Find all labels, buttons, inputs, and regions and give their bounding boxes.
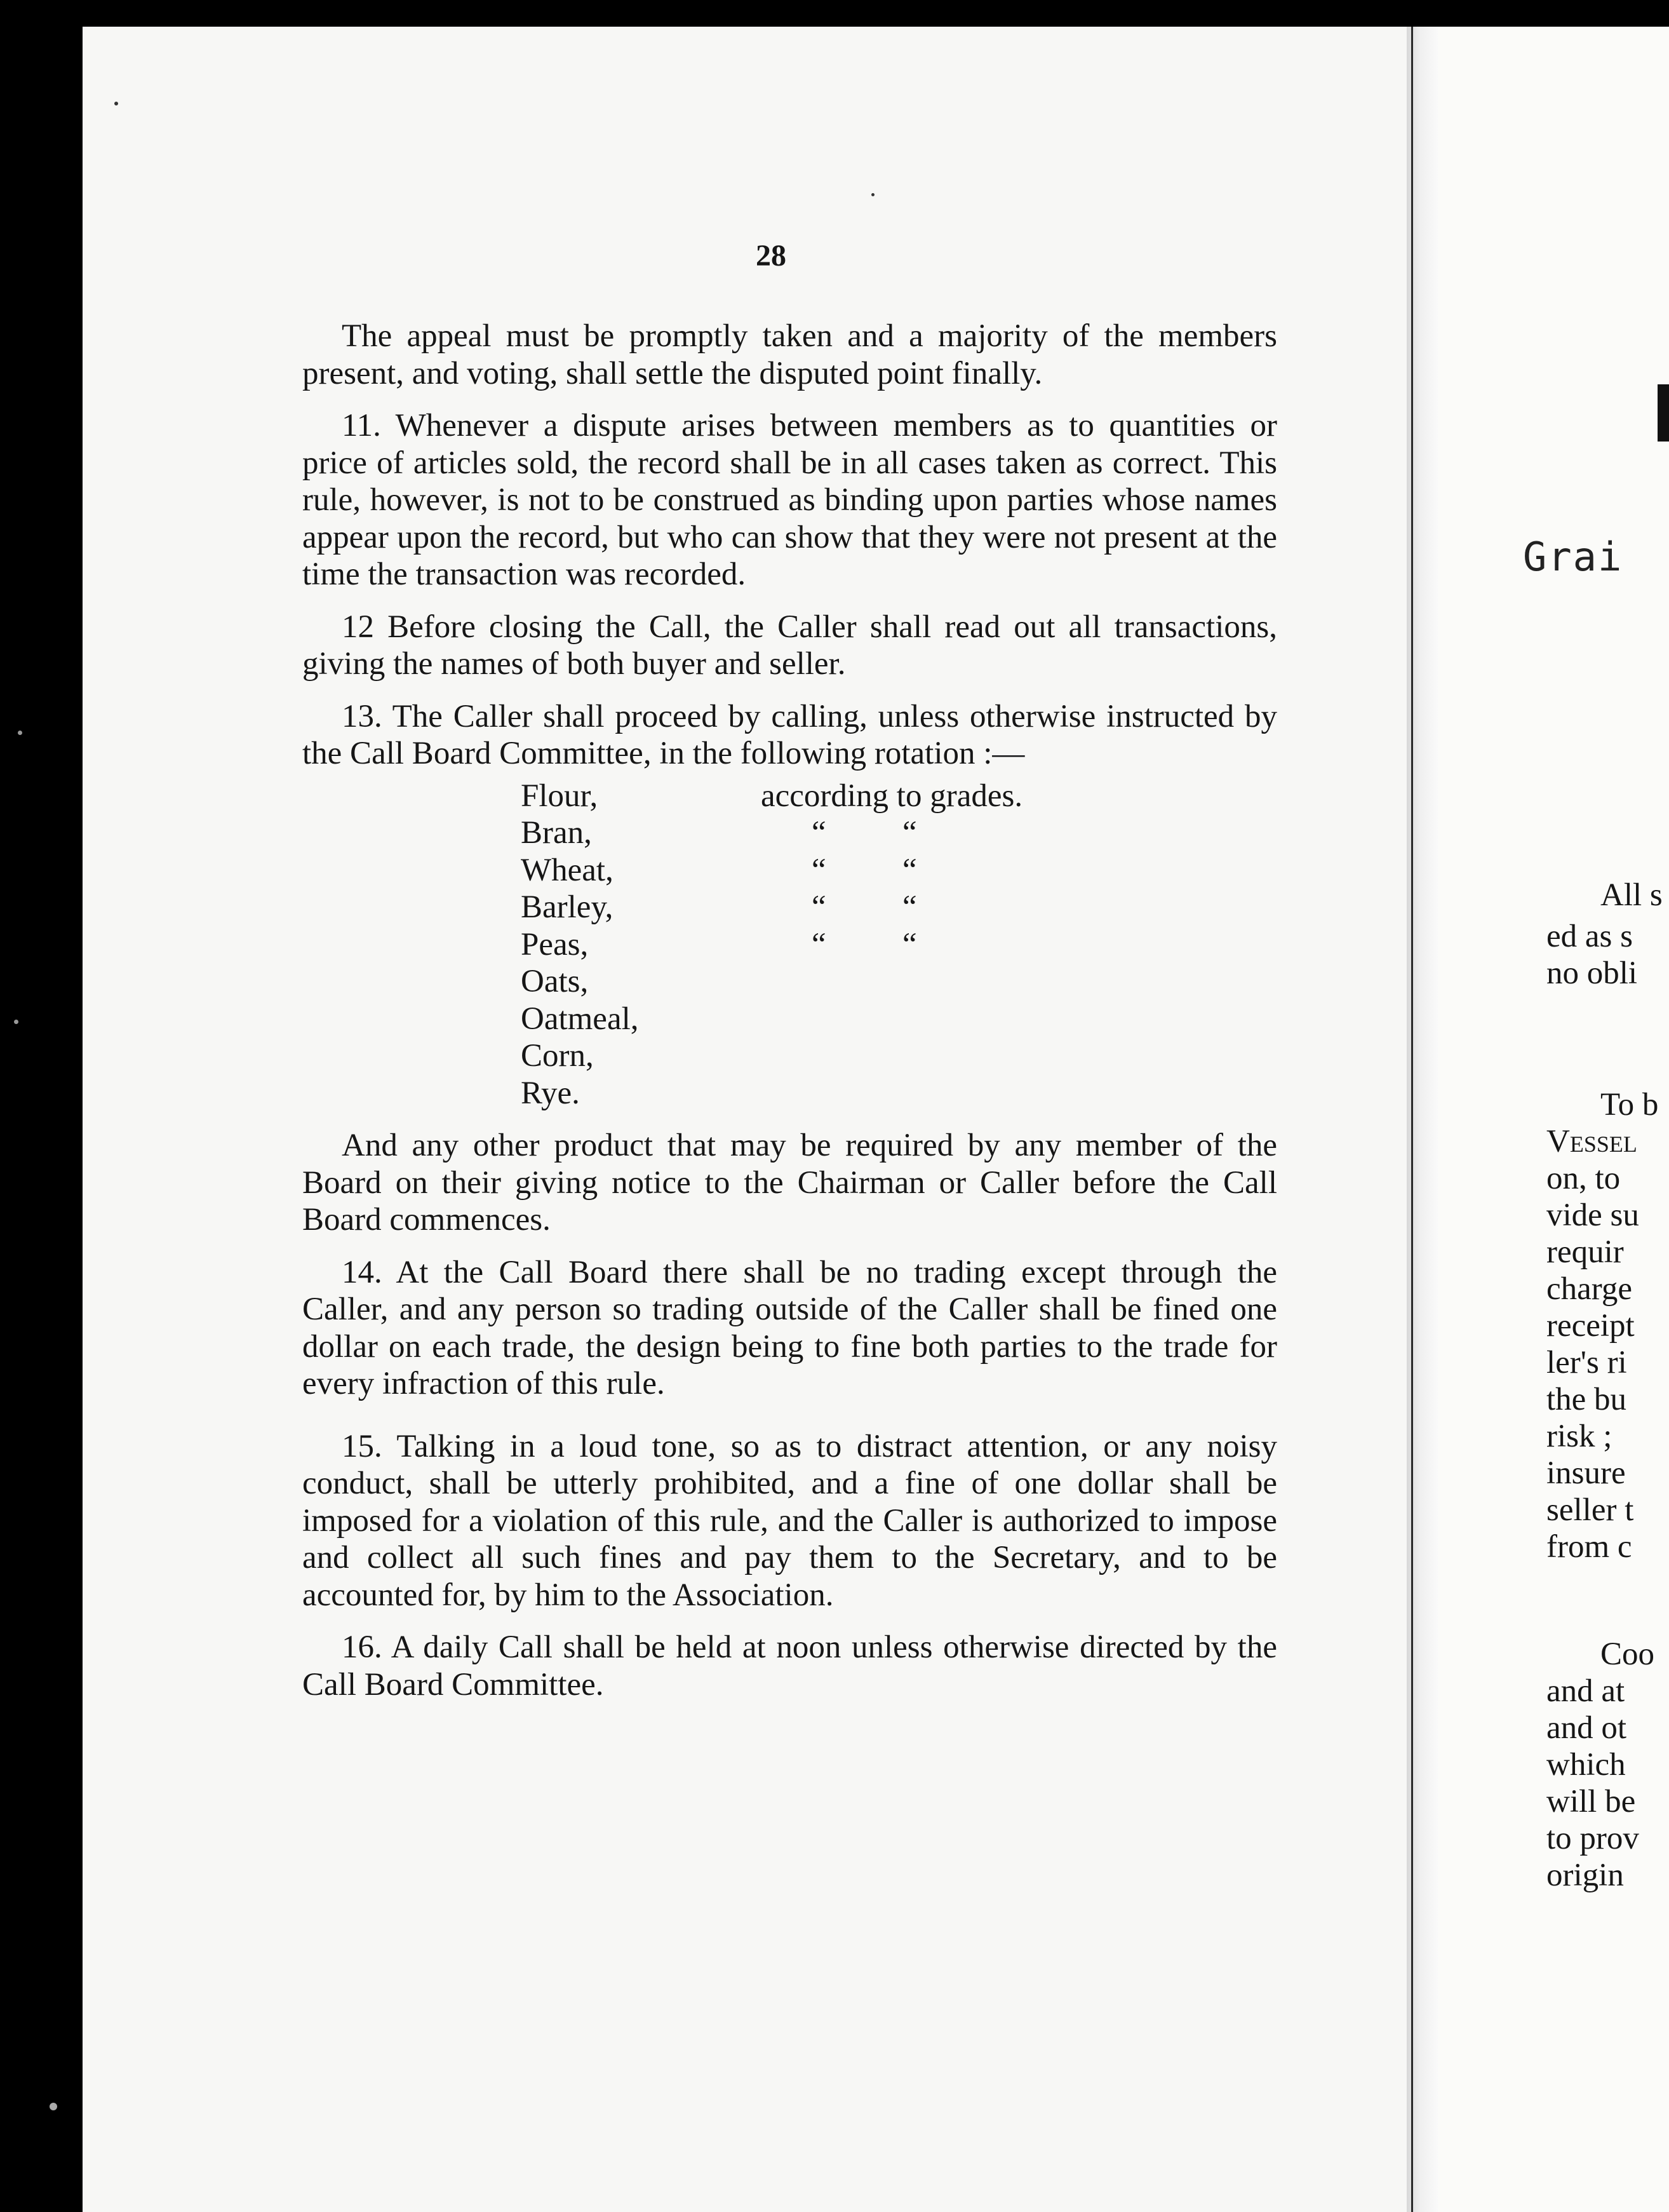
right-page-fragment: and at: [1546, 1673, 1625, 1709]
rotation-row: [302, 1001, 1277, 1038]
right-page-fragment: To b: [1600, 1087, 1659, 1123]
right-page-fragment: ed as s: [1546, 919, 1633, 954]
rotation-row: [302, 1075, 1277, 1112]
ditto-mark: “: [812, 889, 826, 925]
ditto-mark: “: [902, 815, 917, 851]
right-page-fragment: vide su: [1546, 1197, 1639, 1233]
right-page-fragment: receipt: [1546, 1308, 1635, 1344]
right-page-fragment: from c: [1546, 1529, 1632, 1565]
gutter-line: [1411, 27, 1413, 2212]
product-name: Barley,: [521, 889, 613, 925]
right-page-fragment: will be: [1546, 1784, 1636, 1819]
paragraph-rule-16: 16. A daily Call shall be held at noon unless otherwise directed by the Call Board Committee.: [302, 1629, 1277, 1703]
right-page-fragment: seller t: [1546, 1492, 1634, 1528]
rotation-row: [302, 778, 1277, 815]
right-page-fragment: insure: [1546, 1455, 1626, 1491]
product-name: Wheat,: [521, 852, 613, 888]
scan-speck: [14, 1020, 18, 1024]
ditto-mark: “: [812, 926, 826, 962]
right-page-fragment: requir: [1546, 1234, 1624, 1270]
right-page-fragment: which: [1546, 1747, 1626, 1783]
ditto-mark: “: [902, 889, 917, 925]
grade-text: according to grades.: [761, 778, 1023, 814]
right-page-fragment: to prov: [1546, 1821, 1639, 1856]
right-page-fragment: on, to: [1546, 1161, 1621, 1196]
right-page-fragment: Coo: [1600, 1636, 1655, 1672]
scan-speck: [18, 731, 22, 735]
scan-speck: [871, 193, 875, 196]
right-page-fragment: All s: [1600, 877, 1663, 913]
right-page-fragment: origin: [1546, 1858, 1624, 1893]
paragraph-rule-13: 13. The Caller shall proceed by calling, unless otherwise instructed by the Call Board Committee, in the following rotation :—: [302, 698, 1277, 771]
product-name: Bran,: [521, 815, 592, 851]
product-name: Oats,: [521, 964, 589, 999]
rotation-row: [302, 852, 1277, 889]
rotation-row: [302, 963, 1277, 1001]
right-page-fragment: risk ;: [1546, 1419, 1612, 1454]
right-page-fragment: the bu: [1546, 1382, 1627, 1417]
right-page-fragment: no obli: [1546, 955, 1638, 991]
paragraph-appeal: The appeal must be promptly taken and a majority of the members present, and voting, shall settle the disputed point finally.: [302, 318, 1277, 391]
product-name: Peas,: [521, 926, 589, 962]
paragraph-rule-14: 14. At the Call Board there shall be no trading except through the Caller, and any person so trading outside of the Caller shall be fined one dollar on each trade, the design being to fine both parties to the trade for every infraction of this rule.: [302, 1254, 1277, 1401]
rotation-list: [302, 778, 1277, 1112]
product-name: Oatmeal,: [521, 1001, 639, 1037]
right-page-heading: Grai: [1523, 534, 1623, 580]
right-page-fragment: and ot: [1546, 1710, 1627, 1746]
ditto-mark: “: [812, 815, 826, 851]
rotation-row: [302, 1037, 1277, 1075]
paragraph-other-products: And any other product that may be required by any member of the Board on their giving notice to the Chairman or Caller before the Call Board commences.: [302, 1128, 1277, 1238]
rotation-row: [302, 926, 1277, 964]
paragraph-rule-12: 12 Before closing the Call, the Caller shall read out all transactions, giving the names of both buyer and seller.: [302, 609, 1277, 682]
scan-speck: [114, 102, 118, 105]
right-page-glyph: [1658, 384, 1669, 442]
body-text: [302, 318, 1277, 1718]
right-page-fragment: charge: [1546, 1271, 1632, 1307]
paragraph-rule-11: 11. Whenever a dispute arises between members as to quantities or price of articles sold, the record shall be in all cases taken as correct. This rule, however, is not to be construed as binding upon parties whose names appear upon the record, but who can show that they were not present at the time the transaction was recorded.: [302, 408, 1277, 592]
rotation-row: [302, 814, 1277, 852]
ditto-mark: “: [902, 852, 917, 888]
rotation-row: [302, 889, 1277, 926]
page-number: 28: [756, 239, 786, 273]
ditto-mark: “: [812, 852, 826, 888]
product-name: Flour,: [521, 778, 598, 814]
scan-speck: [50, 2103, 57, 2110]
right-page-fragment: Vessel: [1546, 1124, 1637, 1159]
product-name: Rye.: [521, 1075, 580, 1111]
ditto-mark: “: [902, 926, 917, 962]
product-name: Corn,: [521, 1038, 594, 1074]
right-page-fragment: ler's ri: [1546, 1345, 1627, 1380]
paragraph-rule-15: 15. Talking in a loud tone, so as to distract attention, or any noisy conduct, shall be utterly prohibited, and a fine of one dollar shall be imposed for a violation of this rule, and the Caller is authorized to impose and collect all such fines and pay them to the Secretary, and to be accounted for, by him to the Association.: [302, 1428, 1277, 1613]
